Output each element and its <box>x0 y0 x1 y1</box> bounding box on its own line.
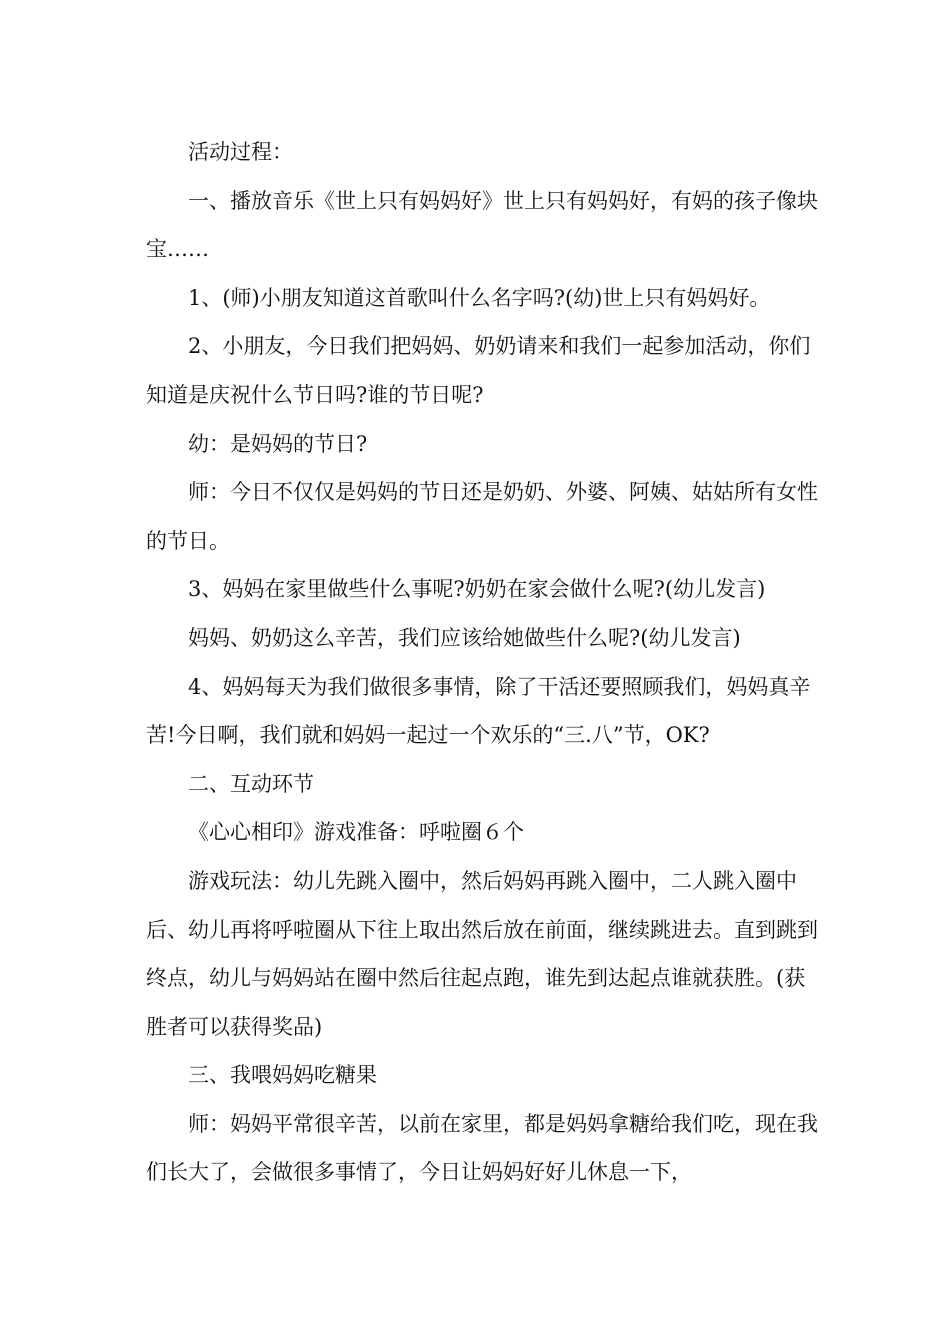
paragraph-activity-process: 活动过程： <box>188 140 293 164</box>
paragraph-item-3-followup: 妈妈、奶奶这么辛苦，我们应该给她做些什么呢?(幼儿发言) <box>188 625 741 650</box>
paragraph-game-rules: 游戏玩法：幼儿先跳入圈中，然后妈妈再跳入圈中，二人跳入圈中后、幼儿再将呼啦圈从下往上取出然后放在前面，继续跳进去。直到跳到终点，幼儿与妈妈站在圈中然后往起点跑，谁先到达起点谁就获胜。(获胜者可以获得奖品) <box>146 868 818 1039</box>
document-body <box>146 128 826 1197</box>
paragraph-teacher-answer: 师：今日不仅仅是妈妈的节日还是奶奶、外婆、阿姨、姑姑所有女性的节日。 <box>146 480 818 553</box>
paragraph-child-answer: 幼：是妈妈的节日? <box>188 431 368 456</box>
paragraph-section-one: 一、播放音乐《世上只有妈妈好》世上只有妈妈好，有妈的孩子像块宝…… <box>146 188 818 262</box>
paragraph-item-1: 1、(师)小朋友知道这首歌叫什么名字吗?(幼)世上只有妈妈好。 <box>188 285 771 310</box>
paragraph-section-three: 三、我喂妈妈吃糖果 <box>188 1063 377 1088</box>
paragraph-teacher-speech: 师：妈妈平常很辛苦，以前在家里，都是妈妈拿糖给我们吃，现在我们长大了，会做很多事情了，今日让妈妈好好儿休息一下， <box>146 1111 818 1185</box>
paragraph-item-3: 3、妈妈在家里做些什么事呢?奶奶在家会做什么呢?(幼儿发言) <box>188 577 766 602</box>
paragraph-section-two: 二、互动环节 <box>188 771 314 796</box>
paragraph-item-2: 2、小朋友，今日我们把妈妈、奶奶请来和我们一起参加活动，你们知道是庆祝什么节日吗?谁的节日呢? <box>146 334 811 407</box>
paragraph-game-prep: 《心心相印》游戏准备：呼啦圈６个 <box>188 820 524 845</box>
paragraph-item-4: 4、妈妈每天为我们做很多事情，除了干活还要照顾我们，妈妈真辛苦!今日啊，我们就和妈妈一起过一个欢乐的“三.八”节，OK? <box>146 674 811 748</box>
